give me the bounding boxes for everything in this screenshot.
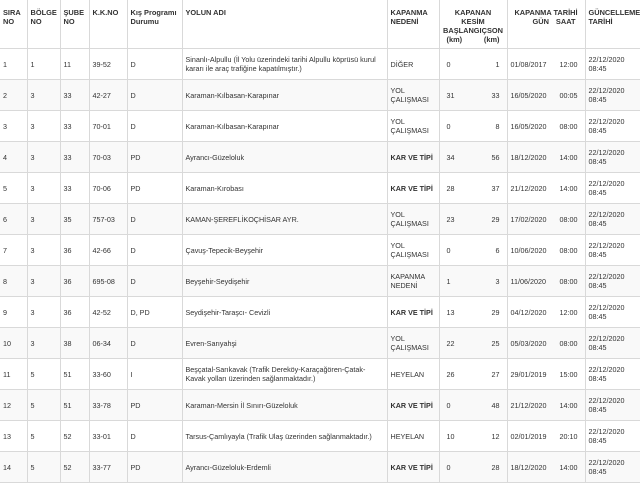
cell-sube: 36 xyxy=(60,266,89,297)
cell-kis-programi: PD xyxy=(127,390,182,421)
cell-bolge: 3 xyxy=(27,297,60,328)
cell-sube: 52 xyxy=(60,421,89,452)
cell-saat: 08:00 xyxy=(559,338,578,348)
cell-km-son: 29 xyxy=(491,214,500,224)
cell-sube: 11 xyxy=(60,49,89,80)
cell-km-baslangic: 0 xyxy=(446,121,451,131)
cell-kapanan-kesim xyxy=(439,173,507,204)
cell-yolun-adi: Beşçatal-Sarıkavak (Trafik Dereköy-Karaçağören-Çatak-Kavak yolları üzerinden sağlanmaktadır.) xyxy=(182,359,387,390)
cell-guncelleme: 22/12/2020 08:45 xyxy=(585,452,640,483)
table-row xyxy=(0,111,640,142)
cell-kapanma-nedeni: YOL ÇALIŞMASI xyxy=(387,80,439,111)
cell-sira: 13 xyxy=(0,421,27,452)
cell-kkno: 70-01 xyxy=(89,111,127,142)
cell-bolge: 3 xyxy=(27,328,60,359)
table-row xyxy=(0,173,640,204)
cell-bolge: 5 xyxy=(27,390,60,421)
cell-guncelleme: 22/12/2020 08:45 xyxy=(585,359,640,390)
cell-yolun-adi: KAMAN-ŞEREFLİKOÇHİSAR AYR. xyxy=(182,204,387,235)
cell-bolge: 3 xyxy=(27,80,60,111)
cell-saat: 08:00 xyxy=(559,121,578,131)
cell-guncelleme: 22/12/2020 08:45 xyxy=(585,297,640,328)
cell-bolge: 3 xyxy=(27,204,60,235)
cell-gun: 21/12/2020 xyxy=(510,400,547,410)
cell-kis-programi: D xyxy=(127,266,182,297)
cell-kapanma-nedeni: KAR VE TİPİ xyxy=(387,142,439,173)
cell-kapanan-kesim xyxy=(439,266,507,297)
cell-kapanma-nedeni: YOL ÇALIŞMASI xyxy=(387,328,439,359)
cell-sube: 36 xyxy=(60,297,89,328)
cell-kapanan-kesim xyxy=(439,235,507,266)
cell-saat: 12:00 xyxy=(559,59,578,69)
cell-km-son: 37 xyxy=(491,183,500,193)
table-row xyxy=(0,80,640,111)
cell-sube: 36 xyxy=(60,235,89,266)
header-yolun-adi: YOLUN ADI xyxy=(182,0,387,49)
cell-kapanma-nedeni: HEYELAN xyxy=(387,421,439,452)
cell-yolun-adi: Sinanlı-Alpullu (İl Yolu üzerindeki tarihi Alpullu köprüsü kurul kararı ile araç trafiğine kapatılmıştır.) xyxy=(182,49,387,80)
cell-km-son: 1 xyxy=(495,59,500,69)
cell-kkno: 757-03 xyxy=(89,204,127,235)
cell-bolge: 1 xyxy=(27,49,60,80)
table-header-row xyxy=(0,0,640,49)
cell-sira: 7 xyxy=(0,235,27,266)
cell-kkno: 39-52 xyxy=(89,49,127,80)
cell-gun: 29/01/2019 xyxy=(510,369,547,379)
cell-gun: 11/06/2020 xyxy=(510,276,546,286)
cell-kapanma-tarihi xyxy=(507,266,585,297)
cell-kis-programi: D xyxy=(127,111,182,142)
table-row xyxy=(0,266,640,297)
cell-kis-programi: I xyxy=(127,359,182,390)
cell-kapanma-tarihi xyxy=(507,452,585,483)
cell-guncelleme: 22/12/2020 08:45 xyxy=(585,390,640,421)
table-row xyxy=(0,390,640,421)
cell-saat: 08:00 xyxy=(559,245,578,255)
cell-sube: 35 xyxy=(60,204,89,235)
cell-km-baslangic: 13 xyxy=(446,307,455,317)
table-row xyxy=(0,421,640,452)
cell-saat: 14:00 xyxy=(559,400,578,410)
cell-kis-programi: PD xyxy=(127,142,182,173)
cell-sira: 10 xyxy=(0,328,27,359)
cell-kapanma-nedeni: KAPANMA NEDENİ xyxy=(387,266,439,297)
cell-kapanma-tarihi xyxy=(507,297,585,328)
header-sira: SIRA NO xyxy=(0,0,27,49)
cell-sira: 4 xyxy=(0,142,27,173)
cell-sira: 5 xyxy=(0,173,27,204)
cell-bolge: 3 xyxy=(27,142,60,173)
cell-kapanma-tarihi xyxy=(507,111,585,142)
cell-kapanma-nedeni: HEYELAN xyxy=(387,359,439,390)
cell-kapanan-kesim xyxy=(439,80,507,111)
cell-gun: 18/12/2020 xyxy=(510,152,547,162)
cell-kapanan-kesim xyxy=(439,359,507,390)
cell-guncelleme: 22/12/2020 08:45 xyxy=(585,111,640,142)
cell-sube: 33 xyxy=(60,142,89,173)
table-row xyxy=(0,49,640,80)
cell-guncelleme: 22/12/2020 08:45 xyxy=(585,80,640,111)
cell-sube: 33 xyxy=(60,80,89,111)
cell-saat: 12:00 xyxy=(559,307,578,317)
cell-km-son: 12 xyxy=(491,431,500,441)
cell-kkno: 42-66 xyxy=(89,235,127,266)
header-km-baslangic: (km) xyxy=(446,35,463,44)
header-guncelleme: GÜNCELLEME TARİHİ xyxy=(585,0,640,49)
cell-kkno: 33-01 xyxy=(89,421,127,452)
cell-kkno: 695-08 xyxy=(89,266,127,297)
cell-kkno: 33-77 xyxy=(89,452,127,483)
cell-km-baslangic: 0 xyxy=(446,462,451,472)
cell-kapanma-tarihi xyxy=(507,390,585,421)
cell-guncelleme: 22/12/2020 08:45 xyxy=(585,204,640,235)
cell-km-son: 8 xyxy=(495,121,500,131)
cell-sube: 51 xyxy=(60,359,89,390)
cell-kapanan-kesim xyxy=(439,452,507,483)
cell-saat: 14:00 xyxy=(559,152,578,162)
cell-saat: 20:10 xyxy=(559,431,578,441)
cell-bolge: 3 xyxy=(27,266,60,297)
cell-gun: 04/12/2020 xyxy=(510,307,547,317)
cell-km-son: 25 xyxy=(491,338,500,348)
cell-sira: 11 xyxy=(0,359,27,390)
cell-saat: 08:00 xyxy=(559,276,578,286)
cell-kkno: 42-52 xyxy=(89,297,127,328)
cell-bolge: 3 xyxy=(27,173,60,204)
cell-km-son: 28 xyxy=(491,462,500,472)
cell-kis-programi: D xyxy=(127,204,182,235)
cell-kis-programi: D xyxy=(127,421,182,452)
cell-saat: 00:05 xyxy=(559,90,578,100)
cell-kapanan-kesim xyxy=(439,204,507,235)
cell-bolge: 5 xyxy=(27,452,60,483)
cell-kkno: 33-60 xyxy=(89,359,127,390)
cell-yolun-adi: Seydişehir-Taraşcı- Cevizli xyxy=(182,297,387,328)
cell-km-son: 48 xyxy=(491,400,500,410)
cell-km-baslangic: 0 xyxy=(446,245,451,255)
cell-gun: 18/12/2020 xyxy=(510,462,547,472)
cell-kis-programi: PD xyxy=(127,452,182,483)
cell-guncelleme: 22/12/2020 08:45 xyxy=(585,49,640,80)
cell-kkno: 70-03 xyxy=(89,142,127,173)
cell-bolge: 3 xyxy=(27,111,60,142)
cell-kapanan-kesim xyxy=(439,421,507,452)
cell-sira: 3 xyxy=(0,111,27,142)
cell-saat: 08:00 xyxy=(559,214,578,224)
cell-gun: 02/01/2019 xyxy=(510,431,547,441)
cell-kapanma-nedeni: DİĞER xyxy=(387,49,439,80)
cell-sube: 33 xyxy=(60,173,89,204)
cell-kapanma-nedeni: YOL ÇALIŞMASI xyxy=(387,204,439,235)
cell-bolge: 5 xyxy=(27,359,60,390)
table-row xyxy=(0,204,640,235)
cell-km-baslangic: 26 xyxy=(446,369,455,379)
cell-sira: 6 xyxy=(0,204,27,235)
cell-yolun-adi: Karaman-Kılbasan-Karapınar xyxy=(182,80,387,111)
cell-guncelleme: 22/12/2020 08:45 xyxy=(585,328,640,359)
cell-km-son: 6 xyxy=(495,245,500,255)
cell-gun: 17/02/2020 xyxy=(510,214,547,224)
cell-kapanan-kesim xyxy=(439,111,507,142)
table-row xyxy=(0,328,640,359)
cell-yolun-adi: Ayrancı-Güzeloluk xyxy=(182,142,387,173)
cell-bolge: 3 xyxy=(27,235,60,266)
cell-gun: 21/12/2020 xyxy=(510,183,547,193)
table-row xyxy=(0,359,640,390)
cell-bolge: 5 xyxy=(27,421,60,452)
cell-kapanan-kesim xyxy=(439,297,507,328)
cell-km-baslangic: 31 xyxy=(446,90,455,100)
cell-yolun-adi: Ayrancı-Güzeloluk-Erdemli xyxy=(182,452,387,483)
cell-sube: 51 xyxy=(60,390,89,421)
cell-guncelleme: 22/12/2020 08:45 xyxy=(585,142,640,173)
header-kapanma-nedeni: KAPANMA NEDENİ xyxy=(387,0,439,49)
header-gun: GÜN xyxy=(532,17,549,26)
header-saat: SAAT xyxy=(555,17,576,26)
cell-kkno: 06-34 xyxy=(89,328,127,359)
cell-gun: 16/05/2020 xyxy=(510,90,547,100)
cell-kapanma-nedeni: YOL ÇALIŞMASI xyxy=(387,111,439,142)
cell-guncelleme: 22/12/2020 08:45 xyxy=(585,421,640,452)
cell-saat: 15:00 xyxy=(559,369,578,379)
cell-sira: 2 xyxy=(0,80,27,111)
cell-km-son: 3 xyxy=(495,276,500,286)
cell-sira: 14 xyxy=(0,452,27,483)
header-kapanan-kesim-label: KAPANAN KESİM BAŞLANGIÇSON xyxy=(443,8,503,35)
cell-kapanma-nedeni: KAR VE TİPİ xyxy=(387,390,439,421)
cell-kapanma-tarihi xyxy=(507,142,585,173)
cell-kapanma-tarihi xyxy=(507,80,585,111)
cell-km-baslangic: 34 xyxy=(446,152,455,162)
cell-kapanma-tarihi xyxy=(507,328,585,359)
cell-kapanma-nedeni: KAR VE TİPİ xyxy=(387,173,439,204)
cell-km-baslangic: 23 xyxy=(446,214,455,224)
cell-kapanma-tarihi xyxy=(507,49,585,80)
cell-kapanan-kesim xyxy=(439,142,507,173)
table-row xyxy=(0,452,640,483)
cell-kkno: 33-78 xyxy=(89,390,127,421)
cell-yolun-adi: Tarsus-Çamlıyayla (Trafik Ulaş üzerinden sağlanmaktadır.) xyxy=(182,421,387,452)
header-kapanma-tarihi-label: KAPANMA TARİHİ xyxy=(514,8,578,17)
cell-km-baslangic: 1 xyxy=(446,276,451,286)
cell-gun: 10/06/2020 xyxy=(510,245,547,255)
cell-km-baslangic: 22 xyxy=(446,338,455,348)
cell-kapanma-tarihi xyxy=(507,204,585,235)
cell-guncelleme: 22/12/2020 08:45 xyxy=(585,173,640,204)
cell-km-son: 56 xyxy=(491,152,500,162)
header-kapanma-tarihi xyxy=(507,0,585,49)
cell-km-baslangic: 10 xyxy=(446,431,455,441)
cell-guncelleme: 22/12/2020 08:45 xyxy=(585,266,640,297)
cell-km-baslangic: 28 xyxy=(446,183,455,193)
header-sube: ŞUBE NO xyxy=(60,0,89,49)
cell-yolun-adi: Çavuş-Tepecik-Beyşehir xyxy=(182,235,387,266)
cell-kapanan-kesim xyxy=(439,328,507,359)
cell-yolun-adi: Karaman-Kırobası xyxy=(182,173,387,204)
cell-kapanan-kesim xyxy=(439,49,507,80)
cell-km-son: 33 xyxy=(491,90,500,100)
cell-kapanma-tarihi xyxy=(507,359,585,390)
cell-kis-programi: D xyxy=(127,235,182,266)
cell-yolun-adi: Evren-Sarıyahşi xyxy=(182,328,387,359)
cell-saat: 14:00 xyxy=(559,462,578,472)
table-row xyxy=(0,235,640,266)
cell-kapanan-kesim xyxy=(439,390,507,421)
cell-kapanma-tarihi xyxy=(507,235,585,266)
cell-kis-programi: D xyxy=(127,328,182,359)
header-kkno: K.K.NO xyxy=(89,0,127,49)
header-kapanan-kesim xyxy=(439,0,507,49)
cell-sira: 9 xyxy=(0,297,27,328)
cell-saat: 14:00 xyxy=(559,183,578,193)
header-bolge: BÖLGE NO xyxy=(27,0,60,49)
header-km-son: (km) xyxy=(483,35,500,44)
cell-kapanma-tarihi xyxy=(507,173,585,204)
cell-kis-programi: PD xyxy=(127,173,182,204)
cell-km-baslangic: 0 xyxy=(446,59,451,69)
cell-yolun-adi: Karaman-Kılbasan-Karapınar xyxy=(182,111,387,142)
cell-kapanma-tarihi xyxy=(507,421,585,452)
cell-kkno: 42-27 xyxy=(89,80,127,111)
cell-sira: 12 xyxy=(0,390,27,421)
cell-gun: 05/03/2020 xyxy=(510,338,547,348)
cell-kapanma-nedeni: KAR VE TİPİ xyxy=(387,452,439,483)
cell-kis-programi: D, PD xyxy=(127,297,182,328)
cell-yolun-adi: Beyşehir-Seydişehir xyxy=(182,266,387,297)
cell-guncelleme: 22/12/2020 08:45 xyxy=(585,235,640,266)
cell-km-baslangic: 0 xyxy=(446,400,451,410)
table-row xyxy=(0,142,640,173)
cell-sube: 52 xyxy=(60,452,89,483)
cell-kis-programi: D xyxy=(127,80,182,111)
cell-km-son: 29 xyxy=(491,307,500,317)
cell-gun: 16/05/2020 xyxy=(510,121,547,131)
cell-sube: 38 xyxy=(60,328,89,359)
cell-yolun-adi: Karaman-Mersin İl Sınırı-Güzeloluk xyxy=(182,390,387,421)
cell-kis-programi: D xyxy=(127,49,182,80)
header-kis-programi: Kış Programı Durumu xyxy=(127,0,182,49)
cell-km-son: 27 xyxy=(491,369,500,379)
cell-kapanma-nedeni: KAR VE TİPİ xyxy=(387,297,439,328)
cell-gun: 01/08/2017 xyxy=(510,59,547,69)
cell-sira: 1 xyxy=(0,49,27,80)
cell-kkno: 70-06 xyxy=(89,173,127,204)
cell-sube: 33 xyxy=(60,111,89,142)
cell-sira: 8 xyxy=(0,266,27,297)
cell-kapanma-nedeni: YOL ÇALIŞMASI xyxy=(387,235,439,266)
table-row xyxy=(0,297,640,328)
